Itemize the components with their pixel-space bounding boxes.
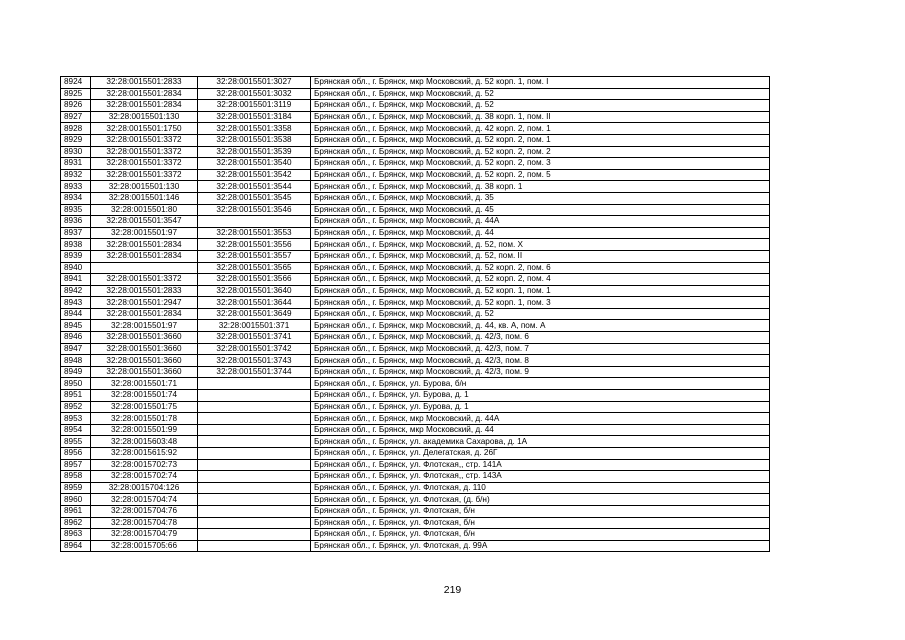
object-cadastral-number-cell: 32:28:0015501:3741 <box>198 332 311 344</box>
object-cadastral-number-cell: 32:28:0015501:3546 <box>198 204 311 216</box>
row-number-cell: 8943 <box>61 297 91 309</box>
table-row <box>61 146 770 158</box>
object-cadastral-number-cell: 32:28:0015501:3032 <box>198 88 311 100</box>
row-number-cell: 8951 <box>61 390 91 402</box>
address-cell: Брянская обл., г. Брянск, мкр Московский, д. 52 <box>311 88 770 100</box>
cadastral-number-cell: 32:28:0015501:1750 <box>91 123 198 135</box>
address-cell: Брянская обл., г. Брянск, мкр Московский, д. 52 корп. 1, пом. I <box>311 77 770 89</box>
address-cell: Брянская обл., г. Брянск, мкр Московский, д. 52 корп. 2, пом. 2 <box>311 146 770 158</box>
table-row <box>61 332 770 344</box>
row-number-cell: 8959 <box>61 482 91 494</box>
object-cadastral-number-cell: 32:28:0015501:3565 <box>198 262 311 274</box>
cadastral-number-cell: 32:28:0015501:74 <box>91 390 198 402</box>
table-row <box>61 436 770 448</box>
cadastral-number-cell: 32:28:0015702:73 <box>91 459 198 471</box>
table-row <box>61 181 770 193</box>
row-number-cell: 8944 <box>61 308 91 320</box>
cadastral-number-cell: 32:28:0015501:71 <box>91 378 198 390</box>
address-cell: Брянская обл., г. Брянск, мкр Московский, д. 52 корп. 1, пом. 1 <box>311 285 770 297</box>
object-cadastral-number-cell: 32:28:0015501:3556 <box>198 239 311 251</box>
address-cell: Брянская обл., г. Брянск, ул. Флотская, д. 99А <box>311 540 770 552</box>
row-number-cell: 8950 <box>61 378 91 390</box>
table-row <box>61 448 770 460</box>
cadastral-number-cell: 32:28:0015501:3372 <box>91 134 198 146</box>
row-number-cell: 8930 <box>61 146 91 158</box>
cadastral-number-cell: 32:28:0015501:2834 <box>91 100 198 112</box>
object-cadastral-number-cell <box>198 482 311 494</box>
cadastral-number-cell: 32:28:0015501:130 <box>91 181 198 193</box>
object-cadastral-number-cell: 32:28:0015501:3744 <box>198 366 311 378</box>
object-cadastral-number-cell <box>198 448 311 460</box>
table-row <box>61 320 770 332</box>
table-row <box>61 239 770 251</box>
address-cell: Брянская обл., г. Брянск, мкр Московский, д. 44А <box>311 413 770 425</box>
cadastral-number-cell: 32:28:0015501:78 <box>91 413 198 425</box>
object-cadastral-number-cell: 32:28:0015501:3553 <box>198 227 311 239</box>
row-number-cell: 8954 <box>61 424 91 436</box>
address-cell: Брянская обл., г. Брянск, ул. Бурова, д. 1 <box>311 390 770 402</box>
address-cell: Брянская обл., г. Брянск, ул. Флотская, д. 110 <box>311 482 770 494</box>
cadastral-number-cell: 32:28:0015501:146 <box>91 192 198 204</box>
row-number-cell: 8942 <box>61 285 91 297</box>
row-number-cell: 8928 <box>61 123 91 135</box>
cadastral-number-cell: 32:28:0015615:92 <box>91 448 198 460</box>
cadastral-number-cell: 32:28:0015501:80 <box>91 204 198 216</box>
address-cell: Брянская обл., г. Брянск, ул. Бурова, б/н <box>311 378 770 390</box>
object-cadastral-number-cell <box>198 378 311 390</box>
cadastral-number-cell: 32:28:0015501:2833 <box>91 285 198 297</box>
row-number-cell: 8927 <box>61 111 91 123</box>
address-cell: Брянская обл., г. Брянск, ул. Флотская,, стр. 141А <box>311 459 770 471</box>
object-cadastral-number-cell <box>198 459 311 471</box>
table-row <box>61 285 770 297</box>
address-cell: Брянская обл., г. Брянск, мкр Московский, д. 38 корп. 1 <box>311 181 770 193</box>
object-cadastral-number-cell: 32:28:0015501:3743 <box>198 355 311 367</box>
address-cell: Брянская обл., г. Брянск, ул. Флотская, б/н <box>311 529 770 541</box>
address-cell: Брянская обл., г. Брянск, ул. Флотская, (д. б/н) <box>311 494 770 506</box>
table-row <box>61 134 770 146</box>
cadastral-number-cell: 32:28:0015501:99 <box>91 424 198 436</box>
object-cadastral-number-cell: 32:28:0015501:3027 <box>198 77 311 89</box>
address-cell: Брянская обл., г. Брянск, мкр Московский, д. 52 корп. 2, пом. 5 <box>311 169 770 181</box>
table-row <box>61 192 770 204</box>
address-cell: Брянская обл., г. Брянск, мкр Московский, д. 42/3, пом. 7 <box>311 343 770 355</box>
table-row <box>61 494 770 506</box>
address-cell: Брянская обл., г. Брянск, мкр Московский, д. 52, пом. II <box>311 250 770 262</box>
row-number-cell: 8926 <box>61 100 91 112</box>
table-row <box>61 424 770 436</box>
cadastral-number-cell: 32:28:0015501:3660 <box>91 355 198 367</box>
address-cell: Брянская обл., г. Брянск, мкр Московский, д. 42/3, пом. 8 <box>311 355 770 367</box>
row-number-cell: 8958 <box>61 471 91 483</box>
address-cell: Брянская обл., г. Брянск, мкр Московский, д. 52 корп. 2, пом. 1 <box>311 134 770 146</box>
object-cadastral-number-cell: 32:28:0015501:3538 <box>198 134 311 146</box>
object-cadastral-number-cell <box>198 517 311 529</box>
table-row <box>61 216 770 228</box>
row-number-cell: 8934 <box>61 192 91 204</box>
cadastral-number-cell: 32:28:0015501:3372 <box>91 146 198 158</box>
row-number-cell: 8941 <box>61 274 91 286</box>
object-cadastral-number-cell: 32:28:0015501:3649 <box>198 308 311 320</box>
table-row <box>61 169 770 181</box>
cadastral-number-cell: 32:28:0015603:48 <box>91 436 198 448</box>
table-row <box>61 529 770 541</box>
address-cell: Брянская обл., г. Брянск, мкр Московский, д. 52 корп. 2, пом. 4 <box>311 274 770 286</box>
object-cadastral-number-cell: 32:28:0015501:3184 <box>198 111 311 123</box>
address-cell: Брянская обл., г. Брянск, мкр Московский, д. 35 <box>311 192 770 204</box>
address-cell: Брянская обл., г. Брянск, ул. Флотская,, стр. 143А <box>311 471 770 483</box>
table-row <box>61 88 770 100</box>
table-row <box>61 274 770 286</box>
object-cadastral-number-cell: 32:28:0015501:3557 <box>198 250 311 262</box>
table-row <box>61 227 770 239</box>
table-row <box>61 308 770 320</box>
object-cadastral-number-cell <box>198 413 311 425</box>
object-cadastral-number-cell <box>198 505 311 517</box>
table-row <box>61 158 770 170</box>
object-cadastral-number-cell: 32:28:0015501:3542 <box>198 169 311 181</box>
object-cadastral-number-cell <box>198 390 311 402</box>
object-cadastral-number-cell <box>198 471 311 483</box>
table-row <box>61 540 770 552</box>
page-number: 219 <box>443 584 462 596</box>
row-number-cell: 8953 <box>61 413 91 425</box>
cadastral-number-cell: 32:28:0015704:78 <box>91 517 198 529</box>
cadastral-number-cell: 32:28:0015702:74 <box>91 471 198 483</box>
cadastral-number-cell: 32:28:0015501:3547 <box>91 216 198 228</box>
registry-table-body <box>61 77 770 552</box>
address-cell: Брянская обл., г. Брянск, мкр Московский, д. 44 <box>311 424 770 436</box>
object-cadastral-number-cell <box>198 540 311 552</box>
address-cell: Брянская обл., г. Брянск, мкр Московский, д. 52 корп. 1, пом. 3 <box>311 297 770 309</box>
address-cell: Брянская обл., г. Брянск, мкр Московский, д. 52 корп. 2, пом. 3 <box>311 158 770 170</box>
table-row <box>61 471 770 483</box>
address-cell: Брянская обл., г. Брянск, ул. Бурова, д. 1 <box>311 401 770 413</box>
address-cell: Брянская обл., г. Брянск, мкр Московский, д. 44 <box>311 227 770 239</box>
object-cadastral-number-cell: 32:28:0015501:3640 <box>198 285 311 297</box>
row-number-cell: 8940 <box>61 262 91 274</box>
address-cell: Брянская обл., г. Брянск, ул. Флотская, б/н <box>311 517 770 529</box>
row-number-cell: 8933 <box>61 181 91 193</box>
address-cell: Брянская обл., г. Брянск, мкр Московский, д. 52 корп. 2, пом. 6 <box>311 262 770 274</box>
row-number-cell: 8947 <box>61 343 91 355</box>
row-number-cell: 8948 <box>61 355 91 367</box>
table-row <box>61 111 770 123</box>
address-cell: Брянская обл., г. Брянск, мкр Московский, д. 52 <box>311 100 770 112</box>
row-number-cell: 8946 <box>61 332 91 344</box>
object-cadastral-number-cell: 32:28:0015501:3545 <box>198 192 311 204</box>
address-cell: Брянская обл., г. Брянск, мкр Московский, д. 38 корп. 1, пом. II <box>311 111 770 123</box>
row-number-cell: 8964 <box>61 540 91 552</box>
cadastral-number-cell: 32:28:0015501:3660 <box>91 366 198 378</box>
object-cadastral-number-cell: 32:28:0015501:3358 <box>198 123 311 135</box>
address-cell: Брянская обл., г. Брянск, мкр Московский, д. 52, пом. X <box>311 239 770 251</box>
table-row <box>61 482 770 494</box>
cadastral-number-cell: 32:28:0015705:66 <box>91 540 198 552</box>
cadastral-number-cell: 32:28:0015704:76 <box>91 505 198 517</box>
table-row <box>61 505 770 517</box>
cadastral-number-cell: 32:28:0015501:3372 <box>91 274 198 286</box>
address-cell: Брянская обл., г. Брянск, мкр Московский, д. 42 корп. 2, пом. 1 <box>311 123 770 135</box>
row-number-cell: 8963 <box>61 529 91 541</box>
object-cadastral-number-cell: 32:28:0015501:3644 <box>198 297 311 309</box>
object-cadastral-number-cell <box>198 424 311 436</box>
row-number-cell: 8938 <box>61 239 91 251</box>
object-cadastral-number-cell <box>198 216 311 228</box>
address-cell: Брянская обл., г. Брянск, мкр Московский, д. 45 <box>311 204 770 216</box>
row-number-cell: 8961 <box>61 505 91 517</box>
cadastral-number-cell: 32:28:0015704:79 <box>91 529 198 541</box>
table-row <box>61 123 770 135</box>
table-row <box>61 100 770 112</box>
row-number-cell: 8939 <box>61 250 91 262</box>
address-cell: Брянская обл., г. Брянск, мкр Московский, д. 44, кв. А, пом. А <box>311 320 770 332</box>
cadastral-number-cell: 32:28:0015501:75 <box>91 401 198 413</box>
table-row <box>61 343 770 355</box>
row-number-cell: 8935 <box>61 204 91 216</box>
row-number-cell: 8931 <box>61 158 91 170</box>
cadastral-number-cell: 32:28:0015501:2834 <box>91 308 198 320</box>
address-cell: Брянская обл., г. Брянск, ул. Делегатская, д. 26Г <box>311 448 770 460</box>
cadastral-number-cell: 32:28:0015501:3372 <box>91 169 198 181</box>
address-cell: Брянская обл., г. Брянск, мкр Московский, д. 44А <box>311 216 770 228</box>
table-row <box>61 77 770 89</box>
row-number-cell: 8932 <box>61 169 91 181</box>
table-row <box>61 355 770 367</box>
object-cadastral-number-cell <box>198 401 311 413</box>
table-row <box>61 401 770 413</box>
object-cadastral-number-cell: 32:28:0015501:371 <box>198 320 311 332</box>
object-cadastral-number-cell: 32:28:0015501:3540 <box>198 158 311 170</box>
row-number-cell: 8956 <box>61 448 91 460</box>
row-number-cell: 8949 <box>61 366 91 378</box>
table-row <box>61 250 770 262</box>
object-cadastral-number-cell: 32:28:0015501:3119 <box>198 100 311 112</box>
table-row <box>61 413 770 425</box>
address-cell: Брянская обл., г. Брянск, ул. Флотская, б/н <box>311 505 770 517</box>
table-row <box>61 390 770 402</box>
cadastral-number-cell: 32:28:0015501:2833 <box>91 77 198 89</box>
row-number-cell: 8952 <box>61 401 91 413</box>
object-cadastral-number-cell: 32:28:0015501:3539 <box>198 146 311 158</box>
object-cadastral-number-cell: 32:28:0015501:3566 <box>198 274 311 286</box>
address-cell: Брянская обл., г. Брянск, ул. академика Сахарова, д. 1А <box>311 436 770 448</box>
cadastral-number-cell: 32:28:0015501:2834 <box>91 88 198 100</box>
cadastral-number-cell: 32:28:0015704:74 <box>91 494 198 506</box>
address-cell: Брянская обл., г. Брянск, мкр Московский, д. 42/3, пом. 9 <box>311 366 770 378</box>
row-number-cell: 8955 <box>61 436 91 448</box>
row-number-cell: 8924 <box>61 77 91 89</box>
registry-table <box>60 76 770 552</box>
table-row <box>61 517 770 529</box>
row-number-cell: 8936 <box>61 216 91 228</box>
object-cadastral-number-cell <box>198 436 311 448</box>
row-number-cell: 8925 <box>61 88 91 100</box>
cadastral-number-cell: 32:28:0015501:2834 <box>91 250 198 262</box>
row-number-cell: 8962 <box>61 517 91 529</box>
address-cell: Брянская обл., г. Брянск, мкр Московский, д. 42/3, пом. 6 <box>311 332 770 344</box>
object-cadastral-number-cell: 32:28:0015501:3544 <box>198 181 311 193</box>
table-row <box>61 366 770 378</box>
cadastral-number-cell: 32:28:0015704:126 <box>91 482 198 494</box>
table-row <box>61 262 770 274</box>
row-number-cell: 8960 <box>61 494 91 506</box>
row-number-cell: 8945 <box>61 320 91 332</box>
cadastral-number-cell <box>91 262 198 274</box>
cadastral-number-cell: 32:28:0015501:3372 <box>91 158 198 170</box>
object-cadastral-number-cell: 32:28:0015501:3742 <box>198 343 311 355</box>
object-cadastral-number-cell <box>198 494 311 506</box>
table-row <box>61 204 770 216</box>
cadastral-number-cell: 32:28:0015501:3660 <box>91 332 198 344</box>
address-cell: Брянская обл., г. Брянск, мкр Московский, д. 52 <box>311 308 770 320</box>
cadastral-number-cell: 32:28:0015501:2947 <box>91 297 198 309</box>
table-row <box>61 378 770 390</box>
row-number-cell: 8957 <box>61 459 91 471</box>
object-cadastral-number-cell <box>198 529 311 541</box>
table-row <box>61 459 770 471</box>
cadastral-number-cell: 32:28:0015501:97 <box>91 320 198 332</box>
cadastral-number-cell: 32:28:0015501:2834 <box>91 239 198 251</box>
table-row <box>61 297 770 309</box>
cadastral-number-cell: 32:28:0015501:97 <box>91 227 198 239</box>
row-number-cell: 8929 <box>61 134 91 146</box>
cadastral-number-cell: 32:28:0015501:130 <box>91 111 198 123</box>
cadastral-number-cell: 32:28:0015501:3660 <box>91 343 198 355</box>
row-number-cell: 8937 <box>61 227 91 239</box>
